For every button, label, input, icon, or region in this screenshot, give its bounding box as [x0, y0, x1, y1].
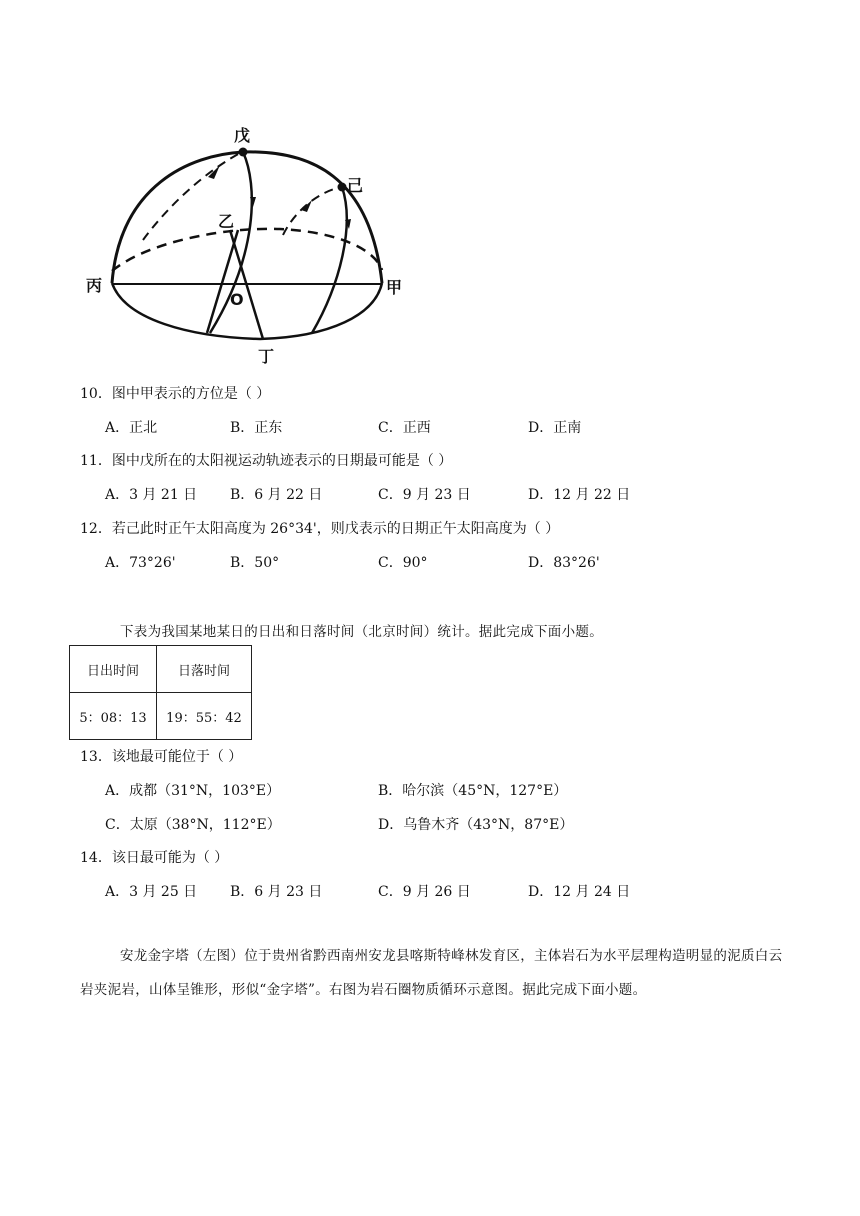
q12-option-a[interactable]: A．73°26' — [105, 555, 176, 571]
question-13-stem: 13．该地最可能位于（ ） — [80, 749, 243, 765]
q12-option-c[interactable]: C．90° — [378, 555, 428, 571]
question-14-stem: 14．该日最可能为（ ） — [80, 850, 229, 866]
rock-intro-text: 安龙金字塔（左图）位于贵州省黔西南州安龙县喀斯特峰林发育区，主体岩石为水平层理构造明显的泥质白云岩夹泥岩，山体呈锥形，形似“金字塔”。右图为岩石圈物质循环示意图。据此完成下面小题。 — [80, 948, 783, 998]
question-11-stem: 11．图中戊所在的太阳视运动轨迹表示的日期最可能是（ ） — [80, 453, 453, 469]
q10-option-a[interactable]: A．正北 — [105, 420, 158, 436]
label-jia: 甲 — [386, 278, 403, 297]
q11-option-d[interactable]: D．12 月 22 日 — [528, 487, 631, 503]
q11-option-b[interactable]: B．6 月 22 日 — [230, 487, 323, 503]
q12-option-b[interactable]: B．50° — [230, 555, 280, 571]
label-ding: 丁 — [258, 347, 275, 366]
q10-option-d[interactable]: D．正南 — [528, 420, 582, 436]
wu-point — [239, 148, 248, 157]
ji-path-dashed — [283, 187, 342, 235]
table-intro-text: 下表为我国某地某日的日出和日落时间（北京时间）统计。据此完成下面小题。 — [120, 624, 603, 640]
q12-option-d[interactable]: D．83°26' — [528, 555, 600, 571]
table-value-sunrise: 5：08：13 — [70, 693, 157, 740]
label-ji: 己 — [347, 176, 364, 195]
ji-point — [338, 183, 347, 192]
label-o: O — [230, 290, 244, 309]
q13-option-c[interactable]: C．太原（38°N，112°E） — [105, 817, 281, 833]
table-header-sunset: 日落时间 — [157, 646, 252, 693]
question-10-stem: 10．图中甲表示的方位是（ ） — [80, 386, 271, 402]
ji-arrow-up — [301, 200, 312, 212]
ji-path-solid — [312, 187, 347, 333]
q11-option-a[interactable]: A．3 月 21 日 — [105, 487, 198, 503]
table-value-sunset: 19：55：42 — [157, 693, 252, 740]
q14-option-b[interactable]: B．6 月 23 日 — [230, 884, 323, 900]
q11-option-c[interactable]: C．9 月 23 日 — [378, 487, 471, 503]
q14-option-c[interactable]: C．9 月 26 日 — [378, 884, 471, 900]
label-yi: 乙 — [218, 212, 235, 231]
sunrise-sunset-table — [69, 645, 252, 740]
q13-option-b[interactable]: B．哈尔滨（45°N，127°E） — [378, 783, 568, 799]
table-header-sunrise: 日出时间 — [70, 646, 157, 693]
q13-option-a[interactable]: A．成都（31°N，103°E） — [105, 783, 281, 799]
label-wu: 戊 — [234, 126, 251, 145]
q14-option-d[interactable]: D．12 月 24 日 — [528, 884, 631, 900]
horizon-front-arc — [112, 283, 382, 339]
q13-option-d[interactable]: D．乌鲁木齐（43°N，87°E） — [378, 817, 574, 833]
q10-option-b[interactable]: B．正东 — [230, 420, 283, 436]
question-12-stem: 12．若己此时正午太阳高度为 26°34'，则戊表示的日期正午太阳高度为（ ） — [80, 521, 560, 537]
sun-path-diagram — [80, 115, 420, 370]
label-bing: 丙 — [86, 276, 103, 295]
yi-line-right — [207, 230, 238, 333]
q10-option-c[interactable]: C．正西 — [378, 420, 431, 436]
q14-option-a[interactable]: A．3 月 25 日 — [105, 884, 198, 900]
